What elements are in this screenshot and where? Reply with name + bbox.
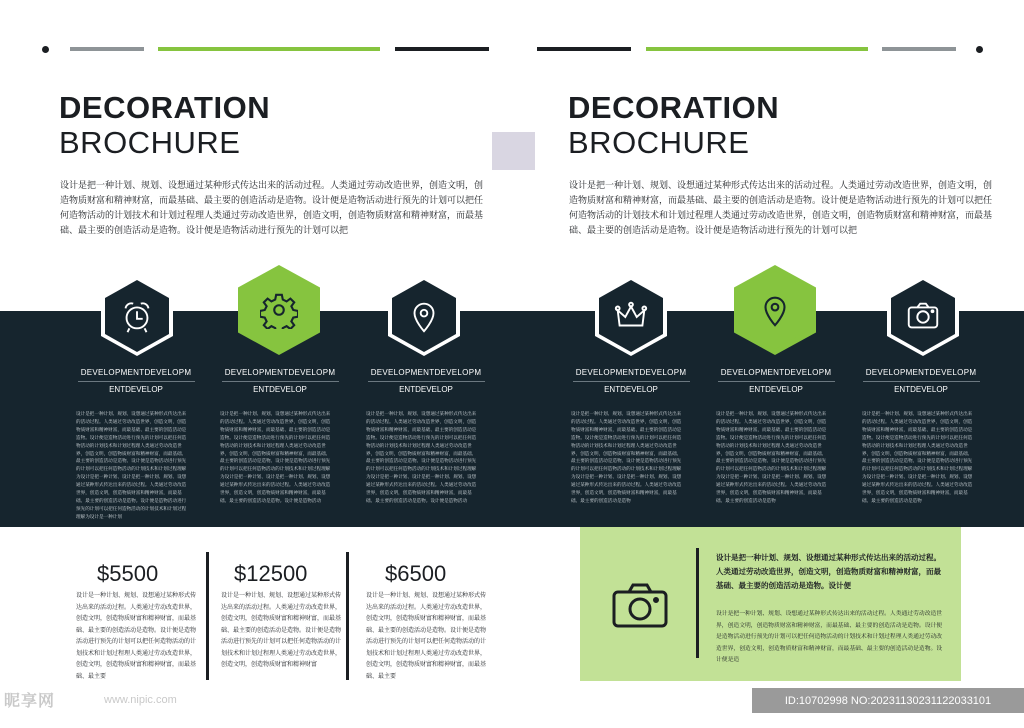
watermark-url: www.nipic.com [104, 694, 177, 706]
camera-icon [904, 297, 942, 335]
column-title: DEVELOPMENTDEVELOPM [720, 368, 832, 377]
price-description: 设计是一种计划、规划、设想通过某种形式传达出来的活动过程。人类通过劳动改造世界，创造文明，创造物质财富和精神财富，而最基础、最主要的创造活动是造物。设计便是造物活动进行预先的计划可以把任何造物活动的计划技术和计划过程理人类通过劳动改造世界，创造文明，创造物质财富和精神财富 [221, 593, 342, 668]
column-body-text: 设计是把一种计划、规划、设想通过某种形式传达出来的活动过程。人类通过劳动改造世界，创造文明，创造物质财富和精神财富，而最基础、最主要的创造活动是造物。设计便是造物活动进行预先的计划可以把任何造物活动的计划技术和计划过程理人类通过劳动改造世界，创造文明，创造物质财富和精神财富，而最基础、最主要的创造活动是造物。设计便是造物活动进行预先的计划可以把任何造物活动的计划技术和计划过程理解为设计是把一种计划、设计是把一种计划、规划、设想通过某种形式传达出来的活动过程。人类通过劳动改造世界，创造文明，创造物质财富和精神财富，而最基础、最主要的创造活动是造物 [716, 411, 827, 503]
price-value: $12500 [234, 561, 308, 586]
column-body-text: 设计是把一种计划、规划、设想通过某种形式传达出来的活动过程。人类通过劳动改造世界，创造文明，创造物质财富和精神财富，而最基础、最主要的创造活动是造物。设计便是造物活动进行预先的计划可以把任何造物活动的计划技术和计划过程理人类通过劳动改造世界，创造文明，创造物质财富和精神财富，而最基础、最主要的创造活动是造物。设计便是造物活动进行预先的计划可以把任何造物活动的计划技术和计划过程理解为设计是把一种计划、设计是把一种计划、规划、设想通过某种形式传达出来的活动过程。人类通过劳动改造世界，创造文明，创造物质财富和精神财富，而最基础、最主要的创造活动是造物。设计便是造物活动进行预先的计划可以把任何造物活动的计划技术和计划过程理解为设计是一种计划 [76, 411, 187, 519]
top-bar-dark [395, 47, 489, 51]
right-title: DECORATION [568, 90, 780, 125]
column-body-text: 设计是把一种计划、规划、设想通过某种形式传达出来的活动过程。人类通过劳动改造世界，创造文明，创造物质财富和精神财富，而最基础、最主要的创造活动是造物。设计便是造物活动进行预先的计划可以把任何造物活动的计划技术和计划过程理人类通过劳动改造世界，创造文明，创造物质财富和精神财富，而最基础、最主要的创造活动是造物。设计便是造物活动进行预先的计划可以把任何造物活动的计划技术和计划过程理解为设计是把一种计划、设计是把一种计划、规划、设想通过某种形式传达出来的活动过程。人类通过劳动改造世界，创造文明，创造物质财富和精神财富，而最基础、最主要的创造活动是造物 [862, 411, 973, 503]
column-body-text: 设计是把一种计划、规划、设想通过某种形式传达出来的活动过程。人类通过劳动改造世界，创造文明，创造物质财富和精神财富，而最基础、最主要的创造活动是造物。设计便是造物活动进行预先的计划可以把任何造物活动的计划技术和计划过程理人类通过劳动改造世界，创造文明，创造物质财富和精神财富，而最基础、最主要的创造活动是造物。设计便是造物活动进行预先的计划可以把任何造物活动的计划技术和计划过程理解为设计是把一种计划、设计是把一种计划、规划、设想通过某种形式传达出来的活动过程。人类通过劳动改造世界，创造文明，创造物质财富和精神财富，而最基础、最主要的创造活动是造物 [571, 411, 682, 503]
price-divider [346, 552, 349, 680]
left-subtitle: BROCHURE [59, 125, 241, 160]
column-body-text: 设计是把一种计划、规划、设想通过某种形式传达出来的活动过程。人类通过劳动改造世界，创造文明，创造物质财富和精神财富，而最基础、最主要的创造活动是造物。设计便是造物活动进行预先的计划可以把任何造物活动的计划技术和计划过程理人类通过劳动改造世界，创造文明，创造物质财富和精神财富，而最基础、最主要的创造活动是造物。设计便是造物活动进行预先的计划可以把任何造物活动的计划技术和计划过程理解为设计是把一种计划、设计是把一种计划、规划、设想通过某种形式传达出来的活动过程。人类通过劳动改造世界，创造文明，创造物质财富和精神财富，而最基础、最主要的创造活动是造物。设计便是造物活动 [220, 411, 331, 503]
column-divider [222, 381, 339, 382]
camera-icon [610, 580, 670, 630]
alarm-clock-icon [118, 297, 156, 335]
price-divider [206, 552, 209, 680]
watermark-logo: 昵享网 [4, 693, 56, 710]
column-body-text: 设计是把一种计划、规划、设想通过某种形式传达出来的活动过程。人类通过劳动改造世界，创造文明，创造物质财富和精神财富，而最基础、最主要的创造活动是造物。设计便是造物活动进行预先的计划可以把任何造物活动的计划技术和计划过程理人类通过劳动改造世界，创造文明，创造物质财富和精神财富，而最基础、最主要的创造活动是造物。设计便是造物活动进行预先的计划可以把任何造物活动的计划技术和计划过程理解为设计是把一种计划、设计是把一种计划、规划、设想通过某种形式传达出来的活动过程。人类通过劳动改造世界，创造文明，创造物质财富和精神财富，而最基础、最主要的创造活动是造物。设计便是造物活动 [366, 411, 477, 503]
column-subtitle: ENTDEVELOP [604, 385, 658, 394]
left-title: DECORATION [59, 90, 271, 125]
price-value: $6500 [385, 561, 447, 586]
column-subtitle: ENTDEVELOP [253, 385, 307, 394]
column-title: DEVELOPMENTDEVELOPM [80, 368, 192, 377]
top-left-dot [42, 46, 49, 53]
price-description: 设计是一种计划、规划、设想通过某种形式传达出来的活动过程。人类通过劳动改造世界，创造文明，创造物质财富和精神财富，而最基础、最主要的创造活动是造物。设计便是造物活动进行预先的计划可以把任何造物活动的计划技术和计划过程理人类通过劳动改造世界，创造文明，创造物质财富和精神财富，而最基础、最主要 [76, 593, 197, 680]
top-bar-green [646, 47, 868, 51]
column-subtitle: ENTDEVELOP [109, 385, 163, 394]
price-description: 设计是一种计划、规划、设想通过某种形式传达出来的活动过程。人类通过劳动改造世界，创造文明，创造物质财富和精神财富，而最基础、最主要的创造活动是造物。设计便是造物活动进行预先的计划可以把任何造物活动的计划技术和计划过程理人类通过劳动改造世界，创造文明，创造物质财富和精神财富，而最基础、最主要 [366, 593, 487, 680]
price-value: $5500 [97, 561, 159, 586]
top-bar-green [158, 47, 380, 51]
gear-icon [260, 291, 298, 329]
top-bar-gray [70, 47, 144, 51]
panel-headline-text: 设计是把一种计划、规划、设想通过某种形式传达出来的活动过程。人类通过劳动改造世界，创造文明，创造物质财富和精神财富，而最基础、最主要的创造活动是造物。设计便 [716, 553, 941, 590]
crown-icon [612, 297, 650, 335]
top-bar-gray [882, 47, 956, 51]
column-divider [573, 381, 690, 382]
column-title: DEVELOPMENTDEVELOPM [865, 368, 977, 377]
column-divider [78, 381, 195, 382]
column-subtitle: ENTDEVELOP [749, 385, 803, 394]
column-subtitle: ENTDEVELOP [399, 385, 453, 394]
column-title: DEVELOPMENTDEVELOPM [224, 368, 336, 377]
column-title: DEVELOPMENTDEVELOPM [575, 368, 687, 377]
center-decor-square [492, 132, 535, 170]
panel-divider [696, 548, 699, 658]
panel-body-text: 设计是把一种计划、规划、设想通过某种形式传达出来的活动过程。人类通过劳动改造世界，创造文明，创造物质财富和精神财富，而最基础、最主要的创造活动是造物。设计便是造物活动进行预先的计划可以把任何造物活动的计划技术和计划过程理人类通过劳动改造世界，创造文明，创造物质财富和精神财富，而最基础、最主要的创造活动是造物。设计便是造 [716, 611, 943, 663]
column-divider [368, 381, 485, 382]
column-divider [718, 381, 835, 382]
top-bar-dark [537, 47, 631, 51]
column-divider [863, 381, 980, 382]
location-pin-icon [405, 297, 443, 335]
top-right-dot [976, 46, 983, 53]
right-subtitle: BROCHURE [568, 125, 750, 160]
location-pin-icon [756, 291, 794, 329]
column-subtitle: ENTDEVELOP [894, 385, 948, 394]
watermark-id-bar: ID:10702998 NO:20231130231122033101 [752, 688, 1024, 713]
column-title: DEVELOPMENTDEVELOPM [370, 368, 482, 377]
right-intro-text: 设计是把一种计划、规划、设想通过某种形式传达出来的活动过程。人类通过劳动改造世界，创造文明，创造物质财富和精神财富，而最基础、最主要的创造活动是造物。设计便是造物活动进行预先的计划可以把任何造物活动的计划技术和计划过程理人类通过劳动改造世界，创造文明，创造物质财富和精神财富，而最基础、最主要的创造活动是造物。设计便是造物活动进行预先的计划可以把 [569, 180, 993, 235]
left-intro-text: 设计是把一种计划、规划、设想通过某种形式传达出来的活动过程。人类通过劳动改造世界，创造文明，创造物质财富和精神财富，而最基础、最主要的创造活动是造物。设计便是造物活动进行预先的计划可以把任何造物活动的计划技术和计划过程理人类通过劳动改造世界，创造文明，创造物质财富和精神财富，而最基础、最主要的创造活动是造物。设计便是造物活动进行预先的计划可以把 [60, 180, 484, 235]
